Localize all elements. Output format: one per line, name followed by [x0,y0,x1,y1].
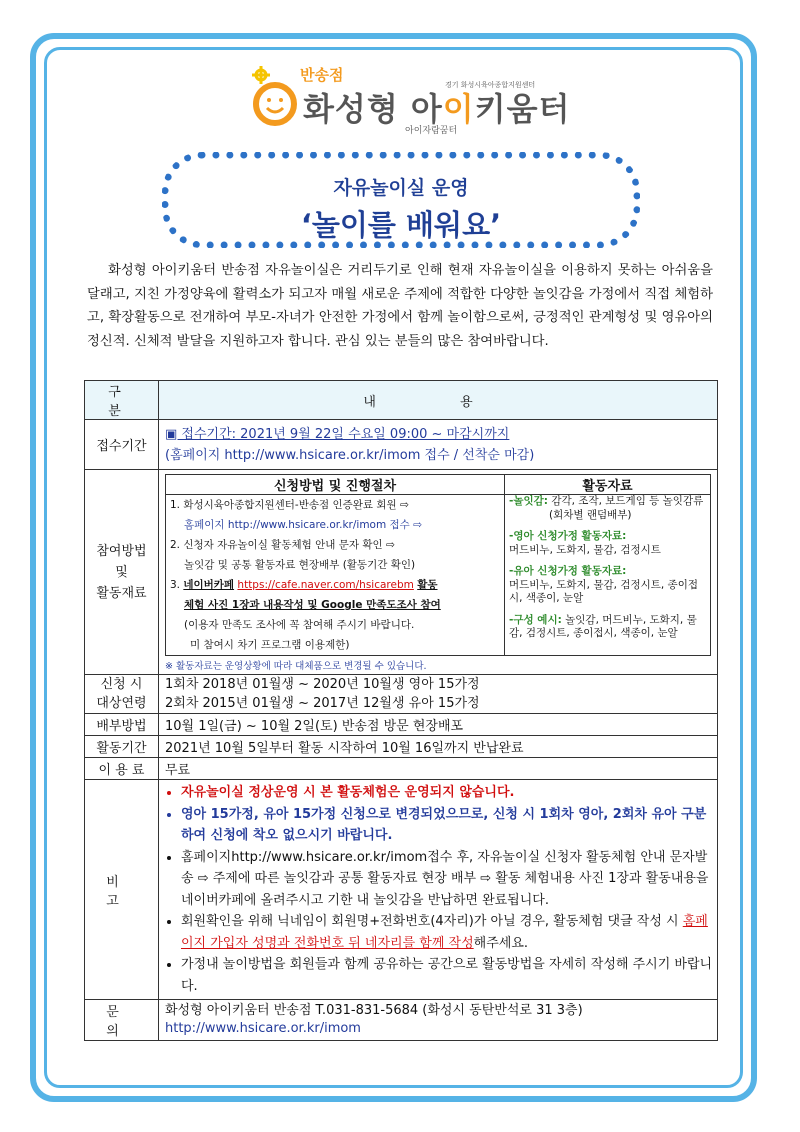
logo-name: 화성형 아이키움터 [303,90,571,128]
remarks-list [163,780,713,999]
table-row [85,675,718,714]
reception-period: ▣ 접수기간: 2021년 9월 22일 수요일 09:00 ~ 마감시까지 [165,426,510,442]
naver-cafe-link[interactable]: https://cafe.naver.com/hsicarebm [237,579,414,591]
period-label: 활동기간 [85,736,159,758]
contact-url-link[interactable]: http://www.hsicare.or.kr/imom [165,1021,361,1036]
title-line2: ‘놀이를 배워요’ [300,208,502,242]
child-face-icon [247,66,297,128]
table-row [85,758,718,780]
period-text: 2021년 10월 5일부터 활동 시작하여 10월 16일까지 반납완료 [159,736,718,758]
table-row [85,714,718,736]
reception-label: 접수기간 [85,420,159,470]
title-line1: 자유놀이실 운영 [333,177,469,199]
materials-cell: -놀잇감: 감각, 조작, 보드게임 등 놀잇감류 (회차별 랜덤배부) -영아 신청가정 활동자료: 머드비누, 도화지, 물감, 검정시트 -유아 신청가정 활동자료: 머드비누, 도화지, 물감, 검정시트, 종이접시, 색종이, 눈알 -구성 예시: 놀잇감, 머드비누, 도화지, 물감, 검정시트, 종이접시, 색종이, 눈알 [505,495,711,656]
target-line1: 1회차 2018년 01월생 ~ 2020년 10월생 영아 15가정 [165,677,480,692]
table-row [85,780,718,1000]
header-category: 구 분 [85,381,159,420]
table-row [85,470,718,675]
logo-branch: 반송점 [300,66,344,84]
list-item: • 영아 15가정, 유아 15가정 신청으로 변경되었으므로, 신청 시 1회차 영아, 2회차 유아 구분하여 신청에 착오 없으시기 바랍니다. [181,804,713,847]
list-item: • 자유놀이실 정상운영 시 본 활동체험은 운영되지 않습니다. [181,782,713,804]
fee-text: 무료 [159,758,718,780]
table-row [85,1000,718,1041]
intro-paragraph: 화성형 아이키움터 반송점 자유놀이실은 거리두기로 인해 현재 자유놀이실을 이용하지 못하는 아쉬움을 달래고, 지친 가정양육에 활력소가 되고자 매월 새로운 주제에 적합한 다양한 놀잇감을 가정에서 직접 체험하고, 확장활동으로 전개하여 부모-자녀가 안전한 가정에서 함께 놀이함으로써, 긍정적인 관계형성 및 영유아의 정신적. 신체적 발달을 지원하고자 합니다. 관심 있는 분들의 많은 참여바랍니다. [87,263,713,349]
fee-label: 이 용 료 [85,758,159,780]
remarks-label: 비 고 [85,780,159,1000]
reception-url: (홈페이지 http://www.hsicare.or.kr/imom 접수 / 선착순 마감) [165,447,535,463]
materials-header: 활동자료 [505,475,711,495]
title-box [162,152,640,248]
logo-org: 경기 화성시육아종합지원센터 [445,81,536,89]
method-label: 참여방법 및 활동재료 [85,470,159,675]
table-row [85,736,718,758]
materials-note: ※ 활동자료는 운영상황에 따라 대체품으로 변경될 수 있습니다. [165,661,427,672]
contact-info: 화성형 아이키움터 반송점 T.031-831-5684 (화성시 동탄반석로 31 3층) [165,1003,583,1018]
list-item: • 회원확인을 위해 닉네임이 회원명+전화번호(4자리)가 아닐 경우, 활동체험 댓글 작성 시 홈페이지 가입자 성명과 전화번호 뒤 네자리를 함께 작성해주세요. [181,911,713,954]
distribution-text: 10월 1일(금) ~ 10월 2일(토) 반송점 방문 현장배포 [159,714,718,736]
steps-header: 신청방법 및 진행절차 [166,475,505,495]
method-table [165,474,711,656]
info-table [84,380,718,1041]
logo-tagline: 아이자람꿈터 [405,126,458,136]
table-row [85,420,718,470]
header-content: 내 용 [159,381,718,420]
list-item: • 가정내 놀이방법을 회원들과 함께 공유하는 공간으로 활동방법을 자세히 작성해 주시기 바랍니다. [181,954,713,997]
steps-cell: 1. 화성시육아종합지원센터-반송점 인증완료 회원 ⇨ 홈페이지 http://www.hsicare.or.kr/imom 접수 ⇨ 2. 신청자 자유놀이실 활동체험 안내 문자 확인 ⇨ 놀잇감 및 공통 활동자료 현장배부 (활동기간 확인) 3. 네이버카페 https://cafe.naver.com/hsicarebm 활동 체험 사진 1장과 내용작성 및 Google 만족도조사 참여 (이용자 만족도 조사에 꼭 참여해 주시기 바랍니다. 미 참여시 차기 프로그램 이용제한) [166,495,505,656]
distribution-label: 배부방법 [85,714,159,736]
target-line2: 2회차 2015년 01월생 ~ 2017년 12월생 유아 15가정 [165,696,480,711]
contact-label: 문 의 [85,1000,159,1041]
target-label: 신청 시 대상연령 [85,675,159,714]
naver-cafe-label: 네이버카페 [183,579,235,591]
list-item: • 홈페이지http://www.hsicare.or.kr/imom접수 후, 자유놀이실 신청자 활동체험 안내 문자발송 ⇨ 주제에 따른 놀잇감과 공통 활동자료 현장 배부 ⇨ 활동 체험내용 사진 1장과 활동내용을 네이버카페에 올려주시고 기한 내 놀잇감을 반납하면 완료됩니다. [181,847,713,912]
table-header-row [85,381,718,420]
